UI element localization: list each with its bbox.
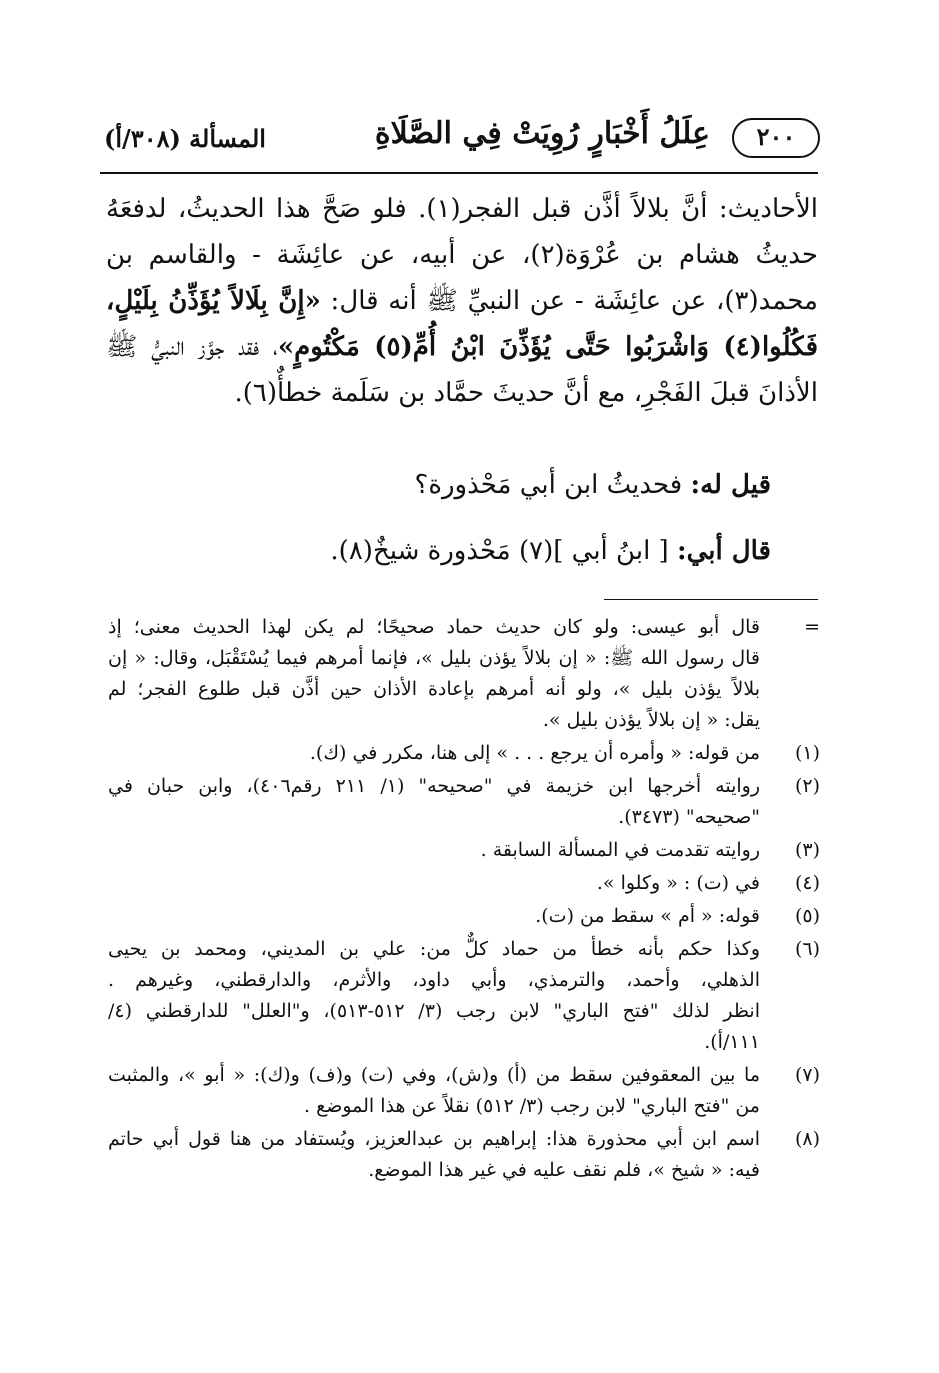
footnote-line: روايته أخرجها ابن خزيمة في "صحيحه" (١/ ٢١١ رقم٤٠٦)، وابن حبان في xyxy=(108,775,760,797)
answer-line xyxy=(106,528,771,574)
footnote-text xyxy=(108,1124,760,1186)
footnote-item xyxy=(108,901,820,932)
footnote-line: من "فتح الباري" لابن رجب (٣/ ٥١٢) نقلاً عن هذا الموضع . xyxy=(304,1095,760,1117)
footnote-item xyxy=(108,612,820,736)
footnote-item xyxy=(108,738,820,769)
footnote-number: (٤) xyxy=(794,872,820,894)
question-reference: المسألة (٣٠٨/أ) xyxy=(104,124,266,153)
footnote-number: (٨) xyxy=(794,1128,820,1150)
footnote-number: (٦) xyxy=(794,938,820,960)
footnote-text xyxy=(108,868,760,899)
footnote-line: قال أبو عيسى: ولو كان حديث حماد صحيحًا؛ لم يكن لهذا الحديث معنى؛ إذ xyxy=(108,616,760,638)
footnote-number: (٢) xyxy=(794,775,820,797)
footnote-item xyxy=(108,771,820,833)
header-divider xyxy=(100,172,818,174)
footnote-number: (٥) xyxy=(794,905,820,927)
main-text-line: الأذانَ قبلَ الفَجْرِ، مع أنَّ حديثَ حمَّاد بن سَلَمة خطأٌ(٦). xyxy=(234,378,818,408)
footnote-line: ما بين المعقوفين سقط من (أ) و(ش)، وفي (ت) و(ف) و(ك): « أبو »، والمثبت xyxy=(108,1064,760,1086)
footnote-line: "صحيحه" (٣٤٧٣). xyxy=(618,806,760,828)
main-text-line: محمد(٣)، عن عائِشَة - عن النبيِّ ﷺ أنه قال: «إِنَّ بِلَالاً يُؤَذِّنُ بِلَيْلٍ، xyxy=(106,286,818,316)
footnote-text xyxy=(108,771,760,833)
book-title: عِلَلُ أَخْبَارٍ رُوِيَتْ فِي الصَّلَاةِ xyxy=(374,116,710,151)
main-text-line: الأحاديث: أنَّ بلالاً أذَّن قبل الفجر(١). فلو صَحَّ هذا الحديثُ، لدفعَهُ xyxy=(106,194,818,224)
main-text xyxy=(106,186,818,416)
footnote-item xyxy=(108,835,820,866)
footnote-line: قال رسول الله ﷺ: « إن بلالاً يؤذن بليل »، فإنما أمرهم فيما يُسْتَقْبَل، وقال: « إن xyxy=(108,647,760,669)
footnote-line: وكذا حكم بأنه خطأ من حماد كلٌّ من: علي بن المديني، ومحمد بن يحيى xyxy=(108,938,760,960)
footnote-number: (٧) xyxy=(794,1064,820,1086)
question-text: فحديثُ ابن أبي مَحْذورة؟ xyxy=(414,470,683,500)
footnote-line: يقل: « إن بلالاً يؤذن بليل ». xyxy=(542,709,760,731)
footnote-line: في (ت) : « وكلوا ». xyxy=(596,872,760,894)
footnote-line: قوله: « أم » سقط من (ت). xyxy=(535,905,760,927)
footnote-line: اسم ابن أبي محذورة هذا: إبراهيم بن عبدالعزيز، ويُستفاد من هنا قول أبي حاتم xyxy=(108,1128,760,1150)
footnote-text xyxy=(108,1060,760,1122)
footnote-line: روايته تقدمت في المسألة السابقة . xyxy=(480,839,760,861)
question-speaker: قيل له: xyxy=(690,470,771,500)
footnote-number: (١) xyxy=(794,742,820,764)
page-header xyxy=(100,112,820,168)
footnote-text xyxy=(108,738,760,769)
footnote-text xyxy=(108,612,760,736)
footnote-line: بلالاً يؤذن بليل »، ولو أنه أمرهم بإعادة الأذان حين أذَّن قبل طلوع الفجر؛ لم xyxy=(108,678,760,700)
page-number: ٢٠٠ xyxy=(732,118,820,158)
footnote-number: (٣) xyxy=(794,839,820,861)
footnote-number: = xyxy=(804,616,820,638)
answer-speaker: قال أبي: xyxy=(676,536,771,566)
footnote-line: الذهلي، وأحمد، والترمذي، وأبي داود، والأثرم، والدارقطني، وغيرهم . xyxy=(108,969,760,991)
answer-text: [ ابنُ أبي ](٧) مَحْذورة شيخٌ(٨). xyxy=(330,536,669,566)
footnote-item xyxy=(108,868,820,899)
footnote-line: فيه: « شيخ »، فلم نقف عليه في غير هذا الموضع. xyxy=(368,1159,760,1181)
footnote-text xyxy=(108,835,760,866)
footnote-divider xyxy=(604,599,818,600)
main-text-line: حديثُ هشام بن عُرْوَة(٢)، عن أبيه، عن عائِشَة - والقاسم بن xyxy=(106,240,818,270)
footnote-line: من قوله: « وأمره أن يرجع . . . » إلى هنا، مكرر في (ك). xyxy=(309,742,760,764)
footnote-line: انظر لذلك "فتح الباري" لابن رجب (٣/ ٥١٢-٥١٣)، و"العلل" للدارقطني (٤/ xyxy=(108,1000,761,1022)
footnote-item xyxy=(108,934,820,1058)
footnote-item xyxy=(108,1124,820,1186)
footnotes xyxy=(108,612,820,1188)
footnote-text xyxy=(108,934,760,1058)
main-text-line: فَكُلُوا(٤) وَاشْرَبُوا حَتَّى يُؤَذِّنَ ابْنُ أُمِّ(٥) مَكْتُومٍ»، فقد جوَّز النبيُّ ﷺ xyxy=(106,332,818,362)
question-line xyxy=(106,462,771,508)
footnote-item xyxy=(108,1060,820,1122)
footnote-text xyxy=(108,901,760,932)
footnote-line: ١١١/أ). xyxy=(704,1031,760,1053)
